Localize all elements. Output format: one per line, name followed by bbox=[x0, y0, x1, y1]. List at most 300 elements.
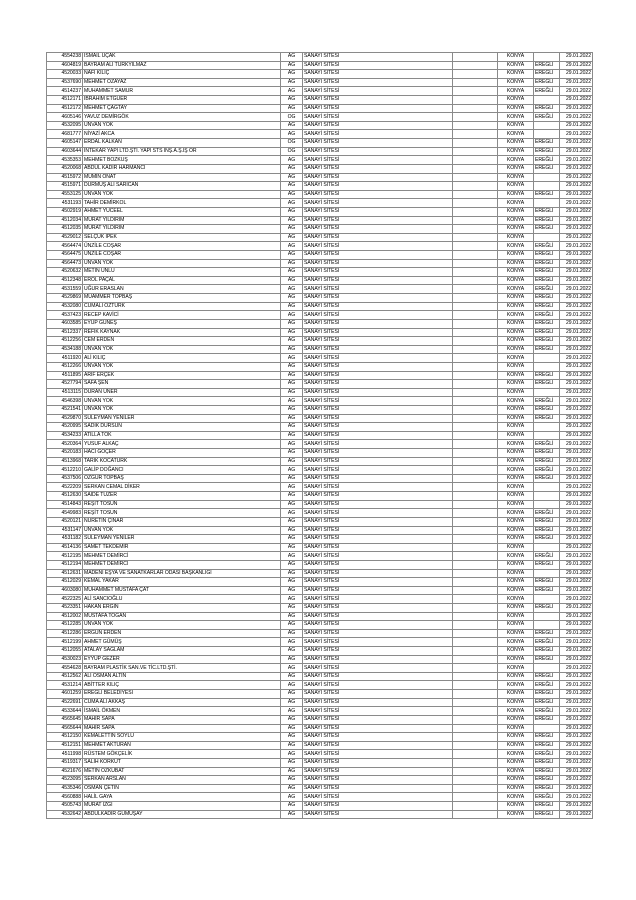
cell-type: AG bbox=[281, 242, 303, 251]
table-row[interactable] bbox=[47, 259, 593, 268]
cell-date: 29.01.2022 bbox=[560, 664, 593, 673]
cell-facility: SANAYİ SİTESİ bbox=[303, 492, 453, 501]
cell-id: 4537690 bbox=[47, 78, 83, 87]
cell-type: AG bbox=[281, 707, 303, 716]
cell-date: 29.01.2022 bbox=[560, 552, 593, 561]
cell-id: 4511920 bbox=[47, 354, 83, 363]
cell-type: AG bbox=[281, 70, 303, 79]
table-row[interactable] bbox=[47, 87, 593, 96]
table-row[interactable] bbox=[47, 793, 593, 802]
cell-spacer bbox=[453, 319, 498, 328]
table-row[interactable] bbox=[47, 380, 593, 389]
cell-facility: SANAYİ SİTESİ bbox=[303, 251, 453, 260]
cell-spacer bbox=[453, 199, 498, 208]
cell-id: 4565644 bbox=[47, 724, 83, 733]
cell-facility: SANAYİ SİTESİ bbox=[303, 750, 453, 759]
cell-id: 4515972 bbox=[47, 173, 83, 182]
cell-date: 29.01.2022 bbox=[560, 96, 593, 105]
cell-facility: SANAYİ SİTESİ bbox=[303, 449, 453, 458]
cell-city: KONYA bbox=[498, 70, 534, 79]
cell-date: 29.01.2022 bbox=[560, 483, 593, 492]
table-row[interactable] bbox=[47, 802, 593, 811]
cell-id: 4529869 bbox=[47, 294, 83, 303]
cell-city: KONYA bbox=[498, 294, 534, 303]
cell-date: 29.01.2022 bbox=[560, 784, 593, 793]
cell-spacer bbox=[453, 431, 498, 440]
table-row[interactable] bbox=[47, 104, 593, 113]
cell-spacer bbox=[453, 190, 498, 199]
cell-type: AG bbox=[281, 560, 303, 569]
cell-name: EYÜP GÜNEŞ bbox=[83, 319, 281, 328]
table-row[interactable] bbox=[47, 604, 593, 613]
table-row[interactable] bbox=[47, 78, 593, 87]
cell-spacer bbox=[453, 371, 498, 380]
table-row[interactable] bbox=[47, 552, 593, 561]
table-row[interactable] bbox=[47, 319, 593, 328]
cell-id: 4529012 bbox=[47, 233, 83, 242]
table-row[interactable] bbox=[47, 276, 593, 285]
table-row[interactable] bbox=[47, 182, 593, 191]
cell-type: AG bbox=[281, 517, 303, 526]
cell-type: AG bbox=[281, 87, 303, 96]
cell-spacer bbox=[453, 707, 498, 716]
cell-facility: SANAYİ SİTESİ bbox=[303, 388, 453, 397]
cell-city: KONYA bbox=[498, 440, 534, 449]
cell-date: 29.01.2022 bbox=[560, 776, 593, 785]
table-row[interactable] bbox=[47, 164, 593, 173]
cell-id: 4681777 bbox=[47, 130, 83, 139]
table-row[interactable] bbox=[47, 294, 593, 303]
cell-name: MUHAMMET MUSTAFA ÇAT bbox=[83, 586, 281, 595]
cell-city: KONYA bbox=[498, 53, 534, 62]
cell-name: MEHMET BOZKUŞ bbox=[83, 156, 281, 165]
cell-name: SERKAN ARSLAN bbox=[83, 776, 281, 785]
cell-name: REŞİT TOSUN bbox=[83, 500, 281, 509]
cell-id: 4537423 bbox=[47, 311, 83, 320]
cell-name: CUMALI ÖZTÜRK bbox=[83, 302, 281, 311]
cell-facility: SANAYİ SİTESİ bbox=[303, 526, 453, 535]
cell-facility: SANAYİ SİTESİ bbox=[303, 560, 453, 569]
table-row[interactable] bbox=[47, 225, 593, 234]
table-row[interactable] bbox=[47, 362, 593, 371]
cell-id: 4532642 bbox=[47, 810, 83, 819]
cell-district: EREĞLİ bbox=[534, 526, 560, 535]
cell-type: AG bbox=[281, 380, 303, 389]
cell-facility: SANAYİ SİTESİ bbox=[303, 207, 453, 216]
table-row[interactable] bbox=[47, 457, 593, 466]
cell-type: AG bbox=[281, 784, 303, 793]
table-row[interactable] bbox=[47, 681, 593, 690]
table-row[interactable] bbox=[47, 156, 593, 165]
cell-spacer bbox=[453, 457, 498, 466]
cell-district: EREĞLİ bbox=[534, 207, 560, 216]
table-row[interactable] bbox=[47, 517, 593, 526]
cell-district: EREĞLİ bbox=[534, 604, 560, 613]
cell-spacer bbox=[453, 483, 498, 492]
cell-facility: SANAYİ SİTESİ bbox=[303, 707, 453, 716]
table-row[interactable] bbox=[47, 492, 593, 501]
cell-facility: SANAYİ SİTESİ bbox=[303, 802, 453, 811]
table-row[interactable] bbox=[47, 354, 593, 363]
cell-id: 4554238 bbox=[47, 53, 83, 62]
cell-facility: SANAYİ SİTESİ bbox=[303, 113, 453, 122]
cell-type: AG bbox=[281, 733, 303, 742]
cell-district: EREĞLİ bbox=[534, 698, 560, 707]
table-row[interactable] bbox=[47, 121, 593, 130]
cell-facility: SANAYİ SİTESİ bbox=[303, 362, 453, 371]
cell-date: 29.01.2022 bbox=[560, 328, 593, 337]
cell-id: 4512195 bbox=[47, 552, 83, 561]
cell-city: KONYA bbox=[498, 741, 534, 750]
table-row[interactable] bbox=[47, 724, 593, 733]
cell-district: EREĞLİ bbox=[534, 629, 560, 638]
cell-type: OG bbox=[281, 147, 303, 156]
cell-city: KONYA bbox=[498, 612, 534, 621]
table-row[interactable] bbox=[47, 776, 593, 785]
cell-name: DURMUŞ ALİ SARICAN bbox=[83, 182, 281, 191]
cell-name: TARIK KOCATÜRK bbox=[83, 457, 281, 466]
table-row[interactable] bbox=[47, 621, 593, 630]
table-row[interactable] bbox=[47, 251, 593, 260]
table-row[interactable] bbox=[47, 130, 593, 139]
table-row[interactable] bbox=[47, 414, 593, 423]
cell-city: KONYA bbox=[498, 268, 534, 277]
cell-city: KONYA bbox=[498, 543, 534, 552]
cell-id: 4512194 bbox=[47, 560, 83, 569]
cell-district: EREĞLİ bbox=[534, 345, 560, 354]
cell-name: EYYUP GEZER bbox=[83, 655, 281, 664]
cell-city: KONYA bbox=[498, 371, 534, 380]
cell-type: AG bbox=[281, 621, 303, 630]
cell-date: 29.01.2022 bbox=[560, 276, 593, 285]
table-row[interactable] bbox=[47, 285, 593, 294]
table-row[interactable] bbox=[47, 655, 593, 664]
table-row[interactable] bbox=[47, 758, 593, 767]
cell-name: MUHAMMET SAMUR bbox=[83, 87, 281, 96]
table-row[interactable] bbox=[47, 328, 593, 337]
cell-spacer bbox=[453, 767, 498, 776]
cell-name: MAHİR SAPA bbox=[83, 724, 281, 733]
cell-id: 4520121 bbox=[47, 517, 83, 526]
cell-spacer bbox=[453, 147, 498, 156]
cell-name: KEMAL YAKAR bbox=[83, 578, 281, 587]
cell-district: EREĞLİ bbox=[534, 268, 560, 277]
cell-city: KONYA bbox=[498, 259, 534, 268]
table-row[interactable] bbox=[47, 53, 593, 62]
cell-name: ÖZGÜR TOPBAŞ bbox=[83, 474, 281, 483]
cell-city: KONYA bbox=[498, 87, 534, 96]
cell-type: AG bbox=[281, 405, 303, 414]
cell-facility: SANAYİ SİTESİ bbox=[303, 586, 453, 595]
cell-city: KONYA bbox=[498, 113, 534, 122]
cell-date: 29.01.2022 bbox=[560, 526, 593, 535]
cell-name: RÜSTEM GÖKÇELİK bbox=[83, 750, 281, 759]
cell-district: EREĞLİ bbox=[534, 397, 560, 406]
cell-id: 4522325 bbox=[47, 595, 83, 604]
cell-spacer bbox=[453, 302, 498, 311]
table-row[interactable] bbox=[47, 405, 593, 414]
cell-date: 29.01.2022 bbox=[560, 139, 593, 148]
table-row[interactable] bbox=[47, 449, 593, 458]
cell-district: EREĞLİ bbox=[534, 276, 560, 285]
cell-date: 29.01.2022 bbox=[560, 535, 593, 544]
table-row[interactable] bbox=[47, 233, 593, 242]
cell-name: SÜLEYMAN YENİLER bbox=[83, 535, 281, 544]
table-row[interactable] bbox=[47, 371, 593, 380]
cell-city: KONYA bbox=[498, 733, 534, 742]
cell-facility: SANAYİ SİTESİ bbox=[303, 621, 453, 630]
cell-spacer bbox=[453, 500, 498, 509]
cell-type: AG bbox=[281, 61, 303, 70]
cell-id: 4513968 bbox=[47, 457, 83, 466]
table-row[interactable] bbox=[47, 207, 593, 216]
cell-date: 29.01.2022 bbox=[560, 156, 593, 165]
cell-city: KONYA bbox=[498, 337, 534, 346]
table-row[interactable] bbox=[47, 388, 593, 397]
cell-city: KONYA bbox=[498, 776, 534, 785]
cell-name: DURAN ÜNER bbox=[83, 388, 281, 397]
table-row[interactable] bbox=[47, 690, 593, 699]
table-row[interactable] bbox=[47, 431, 593, 440]
table-row[interactable] bbox=[47, 474, 593, 483]
cell-name: MEHMET DEMİRCİ bbox=[83, 560, 281, 569]
cell-district: EREĞLİ bbox=[534, 793, 560, 802]
cell-spacer bbox=[453, 715, 498, 724]
table-row[interactable] bbox=[47, 698, 593, 707]
cell-id: 4520033 bbox=[47, 70, 83, 79]
table-row[interactable] bbox=[47, 741, 593, 750]
cell-name: UNVAN YOK bbox=[83, 190, 281, 199]
cell-name: MUAMMER TOPBAŞ bbox=[83, 294, 281, 303]
cell-facility: SANAYİ SİTESİ bbox=[303, 225, 453, 234]
cell-name: ALİ KILIÇ bbox=[83, 354, 281, 363]
cell-id: 4564473 bbox=[47, 259, 83, 268]
cell-date: 29.01.2022 bbox=[560, 543, 593, 552]
table-row[interactable] bbox=[47, 440, 593, 449]
table-row[interactable] bbox=[47, 595, 593, 604]
cell-type: AG bbox=[281, 225, 303, 234]
cell-facility: SANAYİ SİTESİ bbox=[303, 328, 453, 337]
table-row[interactable] bbox=[47, 629, 593, 638]
cell-type: AG bbox=[281, 526, 303, 535]
cell-id: 4560888 bbox=[47, 793, 83, 802]
cell-name: ATALAY SAĞLAM bbox=[83, 647, 281, 656]
table-row[interactable] bbox=[47, 173, 593, 182]
cell-type: AG bbox=[281, 552, 303, 561]
cell-date: 29.01.2022 bbox=[560, 638, 593, 647]
cell-spacer bbox=[453, 294, 498, 303]
cell-district: EREĞLİ bbox=[534, 251, 560, 260]
cell-district: EREĞLİ bbox=[534, 337, 560, 346]
cell-city: KONYA bbox=[498, 362, 534, 371]
cell-name: ERDAL KALKAN bbox=[83, 139, 281, 148]
cell-spacer bbox=[453, 664, 498, 673]
table-row[interactable] bbox=[47, 216, 593, 225]
cell-type: OG bbox=[281, 113, 303, 122]
table-row[interactable] bbox=[47, 733, 593, 742]
table-row[interactable] bbox=[47, 638, 593, 647]
table-row[interactable] bbox=[47, 715, 593, 724]
table-row[interactable] bbox=[47, 647, 593, 656]
table-row[interactable] bbox=[47, 707, 593, 716]
table-row[interactable] bbox=[47, 113, 593, 122]
table-row[interactable] bbox=[47, 526, 593, 535]
cell-date: 29.01.2022 bbox=[560, 190, 593, 199]
cell-facility: SANAYİ SİTESİ bbox=[303, 784, 453, 793]
table-row[interactable] bbox=[47, 345, 593, 354]
cell-name: REŞİT TOSUN bbox=[83, 509, 281, 518]
cell-date: 29.01.2022 bbox=[560, 500, 593, 509]
table-row[interactable] bbox=[47, 810, 593, 819]
cell-name: CUMA ALİ AKKAŞ bbox=[83, 698, 281, 707]
cell-type: AG bbox=[281, 638, 303, 647]
table-body bbox=[47, 53, 593, 819]
cell-type: AG bbox=[281, 362, 303, 371]
cell-date: 29.01.2022 bbox=[560, 690, 593, 699]
cell-district: EREĞLİ bbox=[534, 302, 560, 311]
table-row[interactable] bbox=[47, 535, 593, 544]
cell-district bbox=[534, 500, 560, 509]
cell-name: REFİK KAYNAK bbox=[83, 328, 281, 337]
cell-id: 4512034 bbox=[47, 216, 83, 225]
table-row[interactable] bbox=[47, 612, 593, 621]
cell-type: AG bbox=[281, 690, 303, 699]
cell-id: 4519317 bbox=[47, 758, 83, 767]
table-row[interactable] bbox=[47, 509, 593, 518]
cell-date: 29.01.2022 bbox=[560, 242, 593, 251]
table-row[interactable] bbox=[47, 61, 593, 70]
table-row[interactable] bbox=[47, 70, 593, 79]
cell-date: 29.01.2022 bbox=[560, 199, 593, 208]
cell-facility: SANAYİ SİTESİ bbox=[303, 405, 453, 414]
cell-district: EREĞLİ bbox=[534, 733, 560, 742]
cell-date: 29.01.2022 bbox=[560, 681, 593, 690]
cell-city: KONYA bbox=[498, 233, 534, 242]
cell-name: NAFİ KILIÇ bbox=[83, 70, 281, 79]
table-row[interactable] bbox=[47, 302, 593, 311]
table-row[interactable] bbox=[47, 767, 593, 776]
cell-district: EREĞLİ bbox=[534, 139, 560, 148]
cell-type: AG bbox=[281, 251, 303, 260]
cell-type: AG bbox=[281, 354, 303, 363]
cell-type: AG bbox=[281, 672, 303, 681]
cell-facility: SANAYİ SİTESİ bbox=[303, 268, 453, 277]
table-row[interactable] bbox=[47, 147, 593, 156]
cell-spacer bbox=[453, 492, 498, 501]
cell-city: KONYA bbox=[498, 474, 534, 483]
cell-city: KONYA bbox=[498, 707, 534, 716]
table-row[interactable] bbox=[47, 190, 593, 199]
cell-facility: SANAYİ SİTESİ bbox=[303, 302, 453, 311]
cell-id: 4512035 bbox=[47, 225, 83, 234]
table-row[interactable] bbox=[47, 586, 593, 595]
cell-district: EREĞLİ bbox=[534, 147, 560, 156]
table-row[interactable] bbox=[47, 199, 593, 208]
cell-type: AG bbox=[281, 216, 303, 225]
cell-id: 4605146 bbox=[47, 113, 83, 122]
cell-city: KONYA bbox=[498, 147, 534, 156]
cell-spacer bbox=[453, 87, 498, 96]
table-row[interactable] bbox=[47, 560, 593, 569]
cell-facility: SANAYİ SİTESİ bbox=[303, 466, 453, 475]
cell-district: EREĞLİ bbox=[534, 87, 560, 96]
cell-id: 4515971 bbox=[47, 182, 83, 191]
cell-spacer bbox=[453, 130, 498, 139]
table-row[interactable] bbox=[47, 96, 593, 105]
cell-date: 29.01.2022 bbox=[560, 672, 593, 681]
cell-facility: SANAYİ SİTESİ bbox=[303, 242, 453, 251]
cell-id: 4511895 bbox=[47, 371, 83, 380]
cell-district: EREĞLİ bbox=[534, 690, 560, 699]
cell-facility: SANAYİ SİTESİ bbox=[303, 578, 453, 587]
cell-name: NİYAZİ AKCA bbox=[83, 130, 281, 139]
cell-type: AG bbox=[281, 431, 303, 440]
table-row[interactable] bbox=[47, 569, 593, 578]
cell-spacer bbox=[453, 802, 498, 811]
cell-city: KONYA bbox=[498, 655, 534, 664]
cell-type: AG bbox=[281, 535, 303, 544]
cell-city: KONYA bbox=[498, 466, 534, 475]
cell-date: 29.01.2022 bbox=[560, 121, 593, 130]
cell-city: KONYA bbox=[498, 509, 534, 518]
cell-city: KONYA bbox=[498, 397, 534, 406]
cell-district: EREĞLİ bbox=[534, 371, 560, 380]
table-row[interactable] bbox=[47, 311, 593, 320]
table-row[interactable] bbox=[47, 268, 593, 277]
table-row[interactable] bbox=[47, 242, 593, 251]
cell-date: 29.01.2022 bbox=[560, 733, 593, 742]
table-row[interactable] bbox=[47, 337, 593, 346]
cell-facility: SANAYİ SİTESİ bbox=[303, 104, 453, 113]
cell-spacer bbox=[453, 449, 498, 458]
cell-spacer bbox=[453, 655, 498, 664]
cell-name: MURAT YILDIRIM bbox=[83, 225, 281, 234]
cell-id: 4514237 bbox=[47, 87, 83, 96]
table-row[interactable] bbox=[47, 784, 593, 793]
table-row[interactable] bbox=[47, 466, 593, 475]
cell-type: AG bbox=[281, 578, 303, 587]
cell-date: 29.01.2022 bbox=[560, 707, 593, 716]
table-row[interactable] bbox=[47, 543, 593, 552]
cell-spacer bbox=[453, 784, 498, 793]
table-row[interactable] bbox=[47, 578, 593, 587]
table-row[interactable] bbox=[47, 483, 593, 492]
cell-id: 4564474 bbox=[47, 242, 83, 251]
cell-spacer bbox=[453, 53, 498, 62]
cell-name: SAİDE TUZER bbox=[83, 492, 281, 501]
cell-date: 29.01.2022 bbox=[560, 405, 593, 414]
cell-name: YAVUZ DEMİRGÖK bbox=[83, 113, 281, 122]
cell-spacer bbox=[453, 276, 498, 285]
cell-date: 29.01.2022 bbox=[560, 397, 593, 406]
cell-district: EREĞLİ bbox=[534, 741, 560, 750]
cell-type: AG bbox=[281, 569, 303, 578]
table-row[interactable] bbox=[47, 423, 593, 432]
cell-name: MEHMET AKTURAN bbox=[83, 741, 281, 750]
table-row[interactable] bbox=[47, 664, 593, 673]
cell-type: AG bbox=[281, 758, 303, 767]
cell-spacer bbox=[453, 681, 498, 690]
cell-spacer bbox=[453, 474, 498, 483]
cell-district bbox=[534, 362, 560, 371]
table-row[interactable] bbox=[47, 750, 593, 759]
table-row[interactable] bbox=[47, 397, 593, 406]
table-row[interactable] bbox=[47, 139, 593, 148]
cell-type: AG bbox=[281, 698, 303, 707]
table-row[interactable] bbox=[47, 500, 593, 509]
cell-id: 4535346 bbox=[47, 784, 83, 793]
table-row[interactable] bbox=[47, 672, 593, 681]
